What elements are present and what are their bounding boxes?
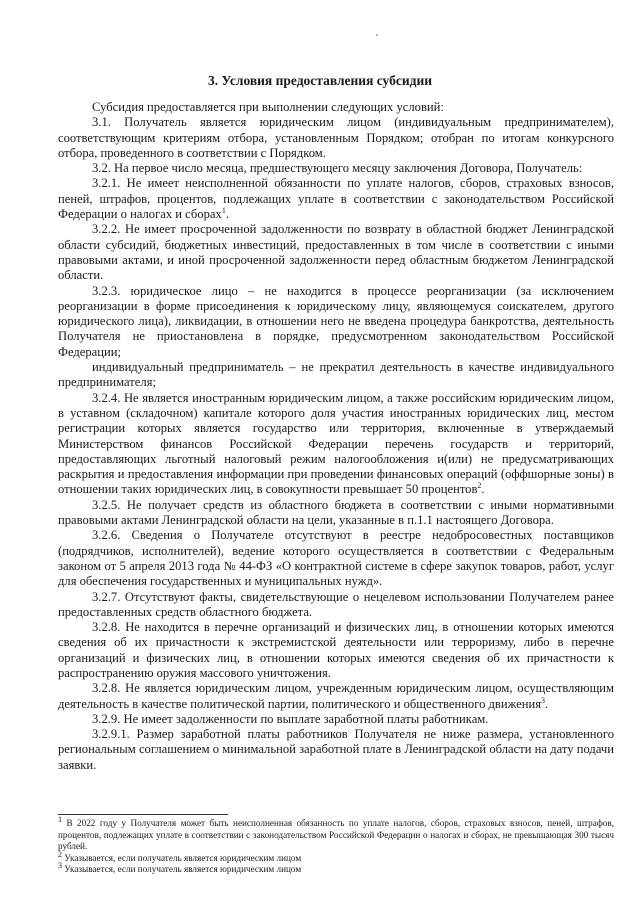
footnote-ref-1: 1 [221,205,226,215]
paragraph-3-2: 3.2. На первое число месяца, предшествующего месяцу заключения Договора, Получатель: [92,161,583,176]
paragraph-3-2-1-tail: . [225,207,229,222]
paragraph-3-2-2: 3.2.2. Не имеет просроченной задолженности по возврату в областной бюджет Ленинградской области субсидий, бюджетных инвестиций, предоставленных в том числе в соответствии с иными правовыми актами, и иной просроченной задолженности перед областным бюджетом Ленинградской области. [58,222,614,283]
section-title: 3. Условия предоставления субсидии [207,73,433,88]
paragraph-3-2-7: 3.2.7. Отсутствуют факты, свидетельствующие о нецелевом использовании Получателем ранее предоставленных средств областного бюджета. [58,589,614,619]
paragraph-3-1: 3.1. Получатель является юридическим лицом (индивидуальным предпринимателем), соответствующим критериям отбора, установленным Порядком; отобран по итогам конкурсного отбора, проведенного в соответствии с Порядком. [58,115,614,160]
footnote-3-mark: 3 [58,861,62,871]
paragraph-3-2-8-b [58,681,614,712]
paragraph-3-2-3: 3.2.3. юридическое лицо – не находится в процессе реорганизации (за исключением реорганизации в форме присоединения к юридическому лицу, являющемуся соискателем, другого юридического лица), ликвидации, в отношении него не введена процедура банкротства, деятельность Получателя не приостановлена в порядке, предусмотренном законодательством Российской Федерации; [58,283,614,359]
footnote-ref-2: 2 [477,481,482,491]
footnote-ref-3: 3 [541,695,546,705]
paragraph-3-2-4 [58,391,614,498]
footnote-2-text: Указывается, если получатель является юридическим лицом [62,852,302,863]
paragraph-3-2-1-text: 3.2.1. Не имеет неисполненной обязанности по уплате налогов, сборов, страховых взносов, пеней, штрафов, процентов, подлежащих уплате в соответствии с законодательством Российской Федерации о налогах и сборах [58,176,614,222]
footnote-2-mark: 2 [58,849,62,859]
footnote-2 [58,849,614,865]
footnote-3 [58,861,614,876]
paragraph-3-2-9-1: 3.2.9.1. Размер заработной платы работников Получателя не ниже размера, установленного региональным соглашением о минимальной заработной плате в Ленинградской области на дату подачи заявки. [58,727,614,772]
footnotes [58,814,614,876]
footnote-separator [58,814,228,815]
scan-speck [376,34,378,36]
paragraph-3-2-4-text: 3.2.4. Не является иностранным юридическим лицом, а также российским юридическим лицом, в уставном (складочном) капитале которого доля участия иностранных юридических лиц, местом регистрации которых является государство или территория, включенные в утверждаемый Министерством финансов Российской Федерации перечень государств и территорий, предоставляющих льготный налоговый режим налогообложения и(или) не предусматривающих раскрытия и предоставления информации при проведении финансовых операций (оффшорные зоны) в отношении таких юридических лиц, в совокупности превышает 50 процентов [58,390,614,497]
paragraph-3-2-8-b-tail: . [545,696,549,711]
footnote-1-text: В 2022 году у Получателя может быть неисполненная обязанность по уплате налогов, сборов, страховых взносов, пеней, штрафов, процентов, подлежащих уплате в соответствии с законодательством Российской Федерации о налогах и сборах, не превышающая 300 тысяч рублей. [58,818,614,852]
paragraph-3-2-6: 3.2.6. Сведения о Получателе отсутствуют в реестре недобросовестных поставщиков (подрядчиков, исполнителей), ведение которого осуществляется в соответствии с Федеральным законом от 5 апреля 2013 года № 44-ФЗ «О контрактной системе в сфере закупок товаров, работ, услуг для обеспечения государственных и муниципальных нужд». [58,528,614,589]
paragraph-3-2-9: 3.2.9. Не имеет задолженности по выплате заработной платы работникам. [92,711,489,726]
paragraph-3-2-5: 3.2.5. Не получает средств из областного бюджета в соответствии с иными нормативными правовыми актами Ленинградской области на цели, указанные в п.1.1 настоящего Договора. [58,497,614,528]
paragraph-3-2-4-tail: . [481,482,485,497]
paragraph-3-2-1 [58,176,614,222]
paragraph-individual-entrepreneur: индивидуальный предприниматель – не прекратил деятельность в качестве индивидуального предпринимателя; [58,360,614,390]
footnote-1 [58,814,614,853]
footnote-3-text: Указывается, если получатель является юридическим лицом [62,864,302,875]
paragraph-intro: Субсидия предоставляется при выполнении следующих условий: [92,100,444,114]
paragraph-3-2-8-a: 3.2.8. Не находится в перечне организаций и физических лиц, в отношении которых имеются сведения об их причастности к экстремистской деятельности или терроризму, либо в перечне организаций и физических лиц, в отношении которых имеются сведения об их причастности к распространению оружия массового уничтожения. [58,620,614,680]
section-body [58,100,614,773]
paragraph-3-2-8-b-text: 3.2.8. Не является юридическим лицом, учрежденным юридическим лицом, осуществляющим деятельность в качестве политической партии, политического и общественного движения [58,681,614,711]
footnote-1-mark: 1 [58,814,62,824]
